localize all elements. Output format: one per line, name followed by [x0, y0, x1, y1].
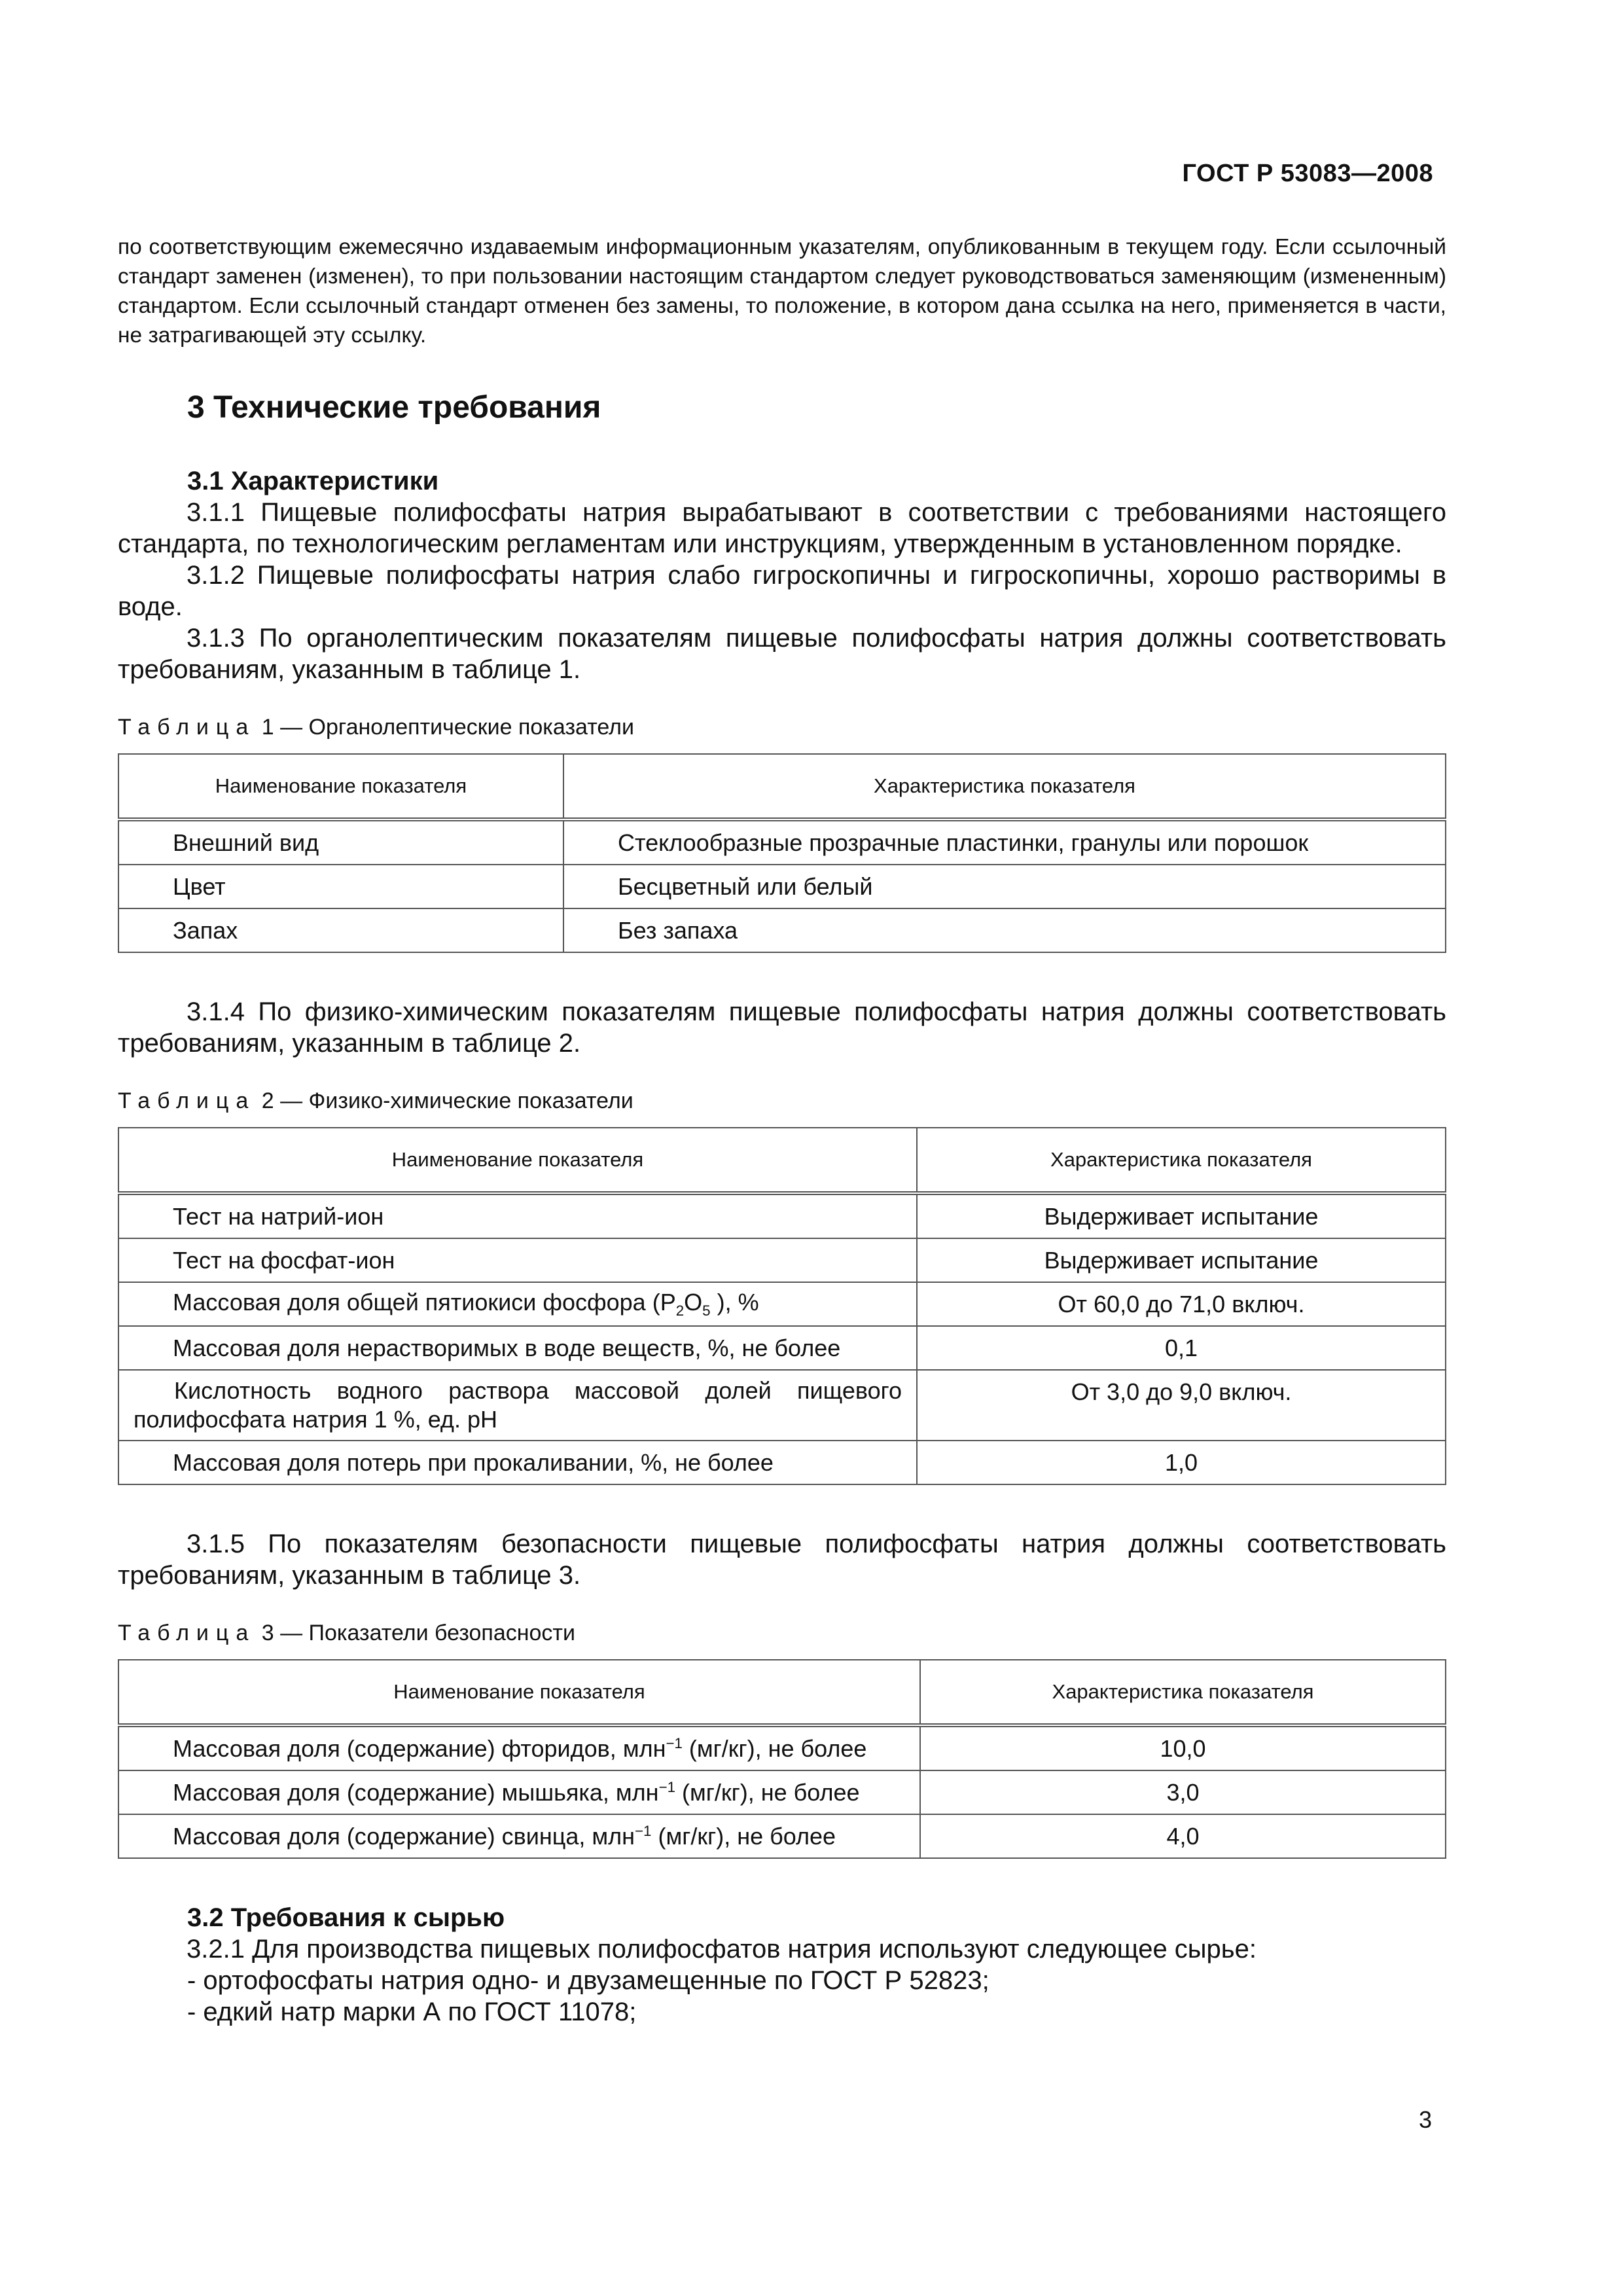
table-3-safety	[118, 1659, 1446, 1859]
table-header-row	[118, 754, 1446, 819]
table-cell-name: Тест на натрий-ион	[118, 1193, 917, 1238]
intro-paragraph: по соответствующим ежемесячно издаваемым информационным указателям, опубликованным в текущем году. Если ссылочный стандарт заменен (изменен), то при пользовании настоящим стандартом следует руководствоваться заменяющим (измененным) стандартом. Если ссылочный стандарт отменен без замены, то положение, в котором дана ссылка на него, применяется в части, не затрагивающей эту ссылку.	[118, 235, 1446, 348]
table-word: Таблица	[118, 715, 256, 740]
table-2-caption: Таблица 2 — Физико-химические показатели	[118, 1088, 633, 1113]
paragraph-3-1-5: 3.1.5 По показателям безопасности пищевые полифосфаты натрия должны соответствовать требованиям, указанным в таблице 3.	[118, 1530, 1446, 1590]
table-cell-name: Массовая доля (содержание) свинца, млн$^{-1}$ (мг/кг), не более	[118, 1814, 920, 1858]
column-header: Наименование показателя	[118, 754, 563, 819]
paragraph-3-1-2: 3.1.2 Пищевые полифосфаты натрия слабо гигроскопичны и гигроскопичны, хорошо растворимы в воде.	[118, 561, 1446, 621]
table-row	[118, 1814, 1446, 1858]
table-word: Таблица	[118, 1088, 256, 1113]
table-cell-value: 10,0	[920, 1725, 1446, 1770]
table-cell-name: Массовая доля общей пятиокиси фосфора ($P_2O_5$ ), %	[118, 1282, 917, 1326]
paragraph-3-1-3: 3.1.3 По органолептическим показателям пищевые полифосфаты натрия должны соответствовать требованиям, указанным в таблице 1.	[118, 624, 1446, 684]
table-cell-name: Массовая доля (содержание) фторидов, млн$^{-1}$ (мг/кг), не более	[118, 1725, 920, 1770]
column-header: Характеристика показателя	[563, 754, 1446, 819]
table-cell-name: Запах	[118, 908, 563, 952]
table-cell-value: 1,0	[917, 1441, 1446, 1484]
table-word: Таблица	[118, 1621, 256, 1645]
table-row	[118, 1770, 1446, 1814]
section-3-title: 3 Технические требования	[187, 390, 601, 425]
table-cell-value: Без запаха	[563, 908, 1446, 952]
table-1-organoleptic	[118, 753, 1446, 953]
list-item: - едкий натр марки А по ГОСТ 11078;	[187, 1998, 637, 2026]
table-cell-name: Цвет	[118, 865, 563, 908]
list-item: - ортофосфаты натрия одно- и двузамещенные по ГОСТ Р 52823;	[187, 1966, 990, 1995]
table-row	[118, 819, 1446, 865]
table-cell-value: Выдерживает испытание	[917, 1193, 1446, 1238]
table-2-physicochemical	[118, 1127, 1446, 1485]
column-header: Характеристика показателя	[917, 1128, 1446, 1193]
table-cell-name: Тест на фосфат-ион	[118, 1238, 917, 1282]
section-3-2-title: 3.2 Требования к сырью	[187, 1903, 505, 1932]
paragraph-3-2-1: 3.2.1 Для производства пищевых полифосфатов натрия используют следующее сырье:	[187, 1935, 1257, 1964]
page-content	[118, 232, 1446, 2028]
table-3-caption: Таблица 3 — Показатели безопасности	[118, 1621, 575, 1645]
table-row	[118, 1441, 1446, 1484]
section-3-1-title: 3.1 Характеристики	[187, 467, 439, 495]
table-row	[118, 1238, 1446, 1282]
page-number: 3	[1418, 2106, 1432, 2133]
table-cell-value: Бесцветный или белый	[563, 865, 1446, 908]
table-cell-name: Кислотность водного раствора массовой долей пищевого полифосфата натрия 1 %, ед. pH	[118, 1370, 917, 1441]
paragraph-3-1-1: 3.1.1 Пищевые полифосфаты натрия вырабатывают в соответствии с требованиями настоящего стандарта, по технологическим регламентам или инструкциям, утвержденным в установленном порядке.	[118, 498, 1446, 558]
paragraph-3-1-4: 3.1.4 По физико-химическим показателям пищевые полифосфаты натрия должны соответствовать требованиям, указанным в таблице 2.	[118, 997, 1446, 1058]
table-cell-name: Массовая доля потерь при прокаливании, %, не более	[118, 1441, 917, 1484]
table-cell-name: Массовая доля нерастворимых в воде веществ, %, не более	[118, 1326, 917, 1370]
table-cell-value: От 60,0 до 71,0 включ.	[917, 1282, 1446, 1326]
table-row	[118, 908, 1446, 952]
table-header-row	[118, 1128, 1446, 1193]
table-row	[118, 1193, 1446, 1238]
table-cell-value: От 3,0 до 9,0 включ.	[917, 1370, 1446, 1441]
column-header: Наименование показателя	[118, 1128, 917, 1193]
table-row	[118, 1282, 1446, 1326]
table-row	[118, 1725, 1446, 1770]
table-cell-value: 0,1	[917, 1326, 1446, 1370]
table-cell-name: Массовая доля (содержание) мышьяка, млн$^{-1}$ (мг/кг), не более	[118, 1770, 920, 1814]
table-1-caption: Таблица 1 — Органолептические показатели	[118, 715, 635, 740]
column-header: Наименование показателя	[118, 1660, 920, 1725]
document-header-id: ГОСТ Р 53083—2008	[1182, 160, 1433, 187]
table-row	[118, 865, 1446, 908]
table-cell-value: 3,0	[920, 1770, 1446, 1814]
column-header: Характеристика показателя	[920, 1660, 1446, 1725]
table-header-row	[118, 1660, 1446, 1725]
table-cell-value: Выдерживает испытание	[917, 1238, 1446, 1282]
table-row	[118, 1370, 1446, 1441]
table-row	[118, 1326, 1446, 1370]
table-cell-value: 4,0	[920, 1814, 1446, 1858]
table-cell-name: Внешний вид	[118, 819, 563, 865]
table-cell-value: Стеклообразные прозрачные пластинки, гранулы или порошок	[563, 819, 1446, 865]
